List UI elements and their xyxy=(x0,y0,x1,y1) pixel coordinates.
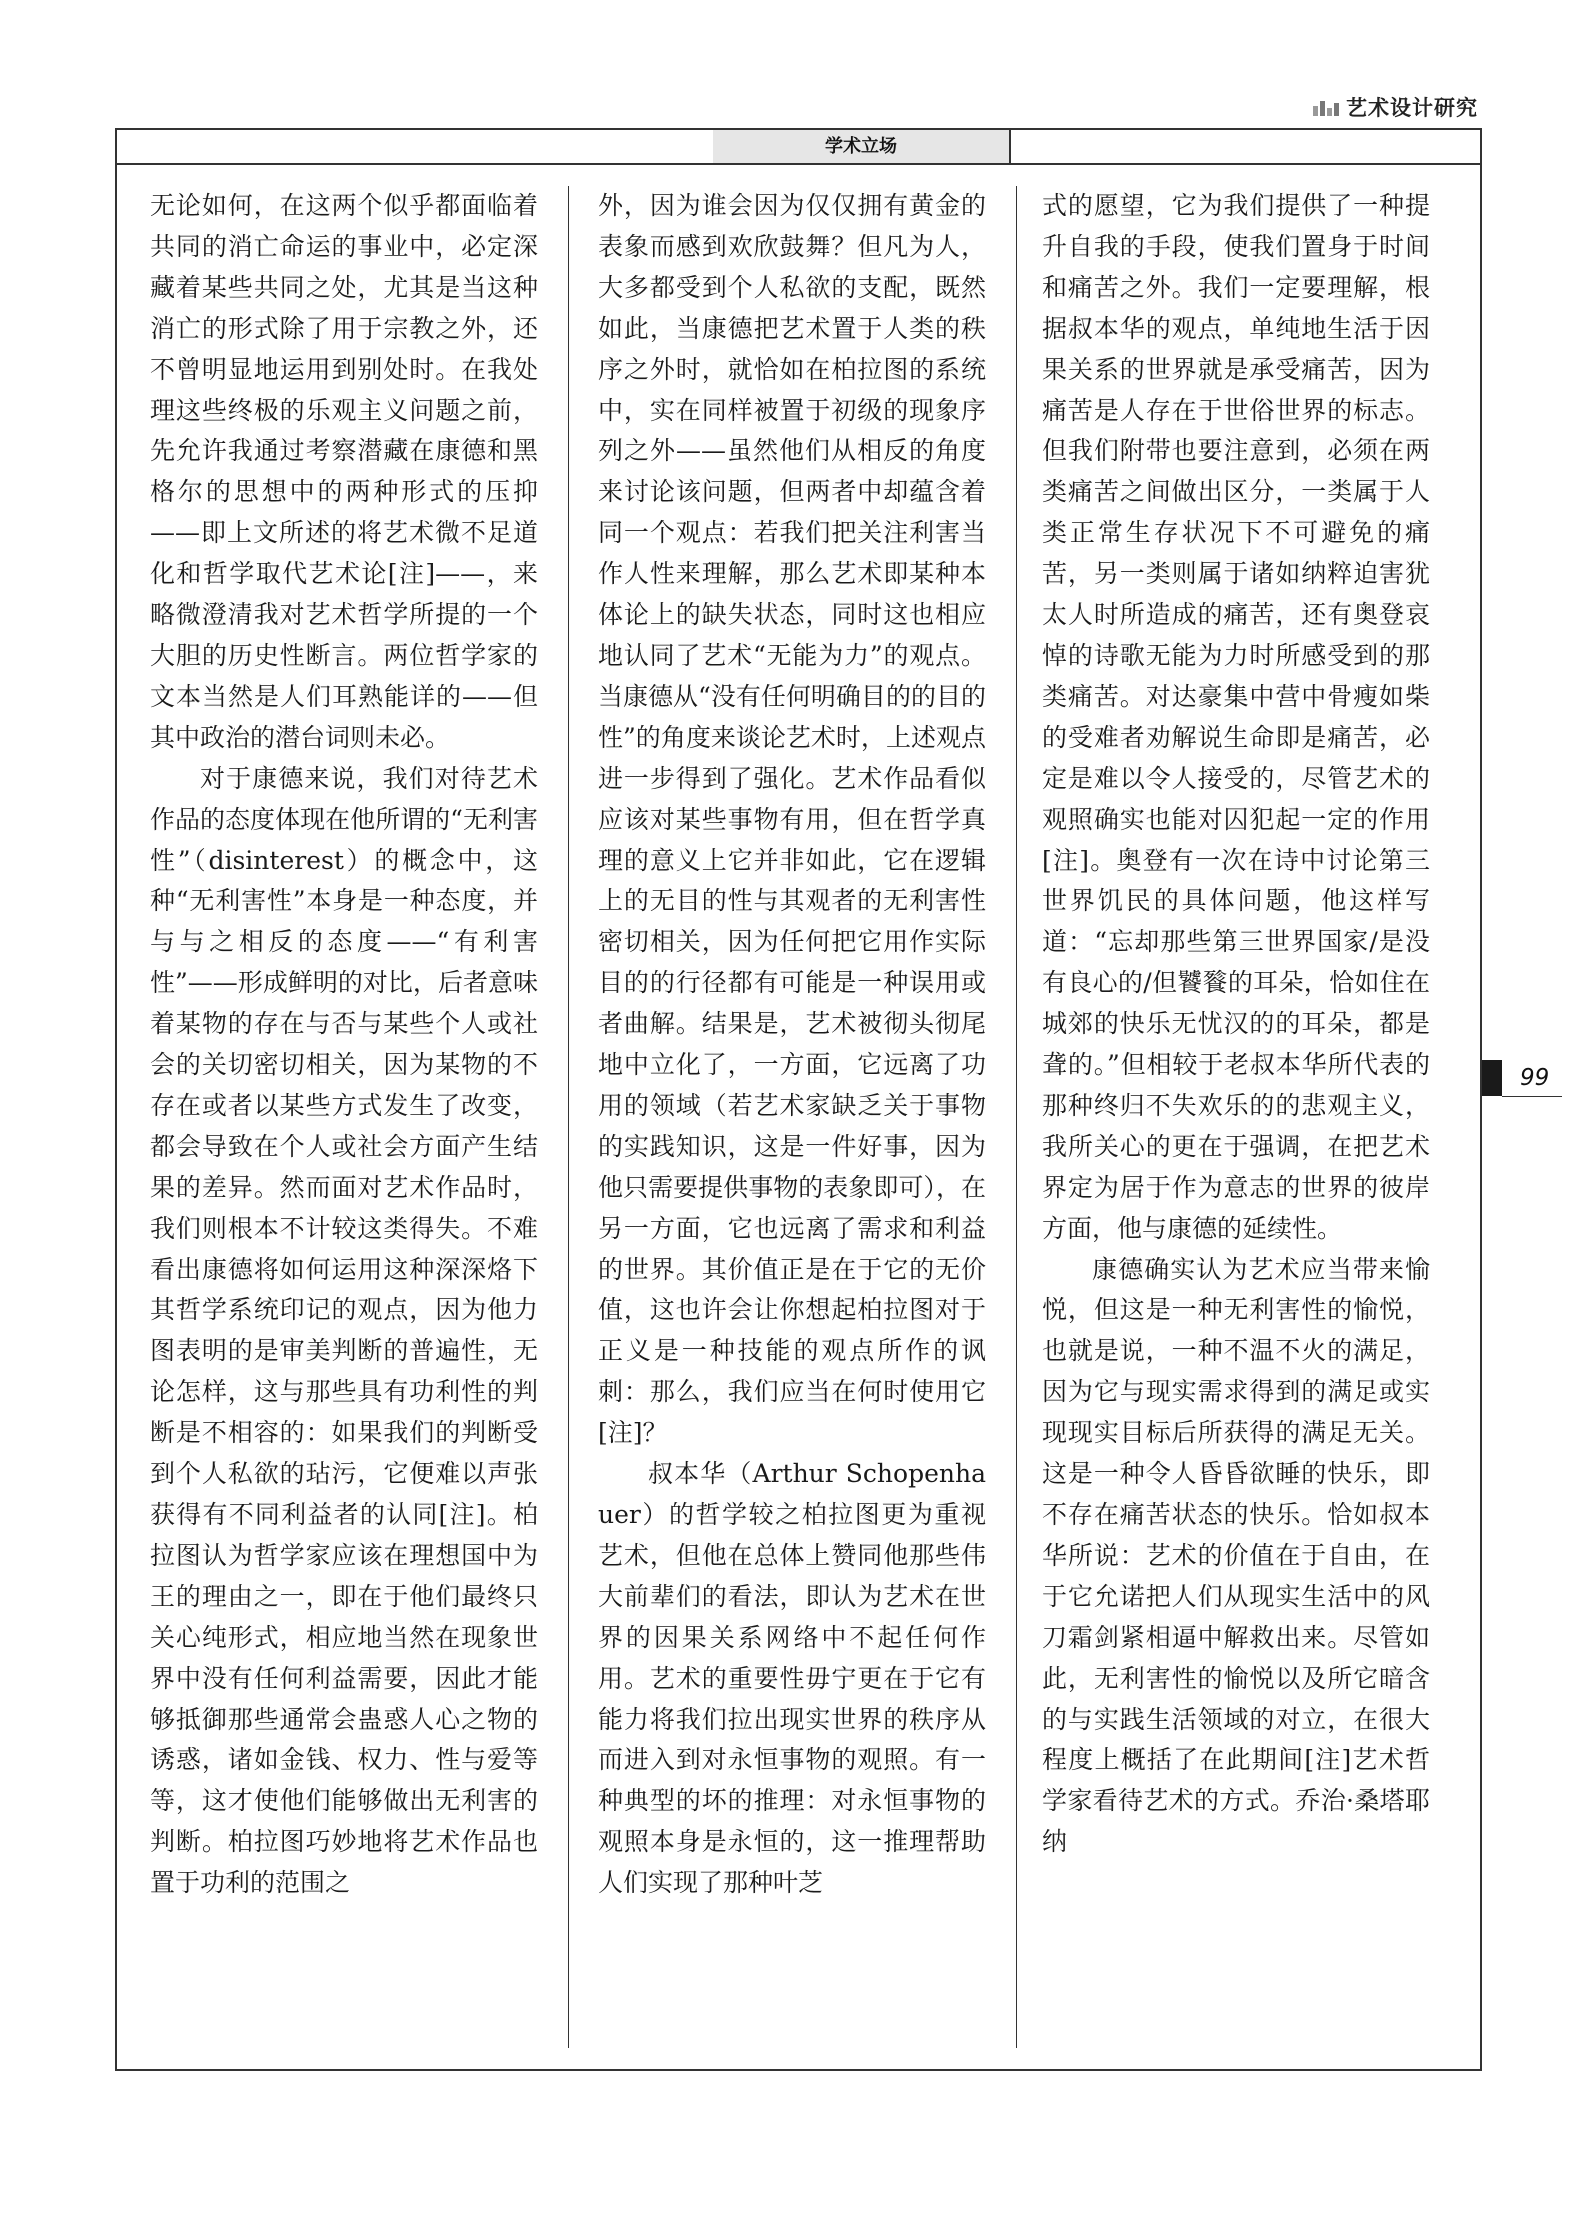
page-number-tab xyxy=(1482,1060,1502,1096)
journal-header xyxy=(1312,92,1478,122)
column-divider xyxy=(568,186,569,2048)
paragraph: 叔本华（Arthur Schopenhauer）的哲学较之柏拉图更为重视艺术，但他在总体上赞同他那些伟大前辈们的看法，即认为艺术在世界的因果关系网络中不起任何作用。艺术的重要性毋宁更在于它有能力将我们拉出现实世界的秩序从而进入到对永恒事物的观照。有一种典型的坏的推理：对永恒事物的观照本身是永恒的，这一推理帮助人们实现了那种叶芝 xyxy=(598,1459,986,1898)
section-tab xyxy=(713,130,1011,163)
section-tab-bar xyxy=(117,130,1480,165)
paragraph: 式的愿望，它为我们提供了一种提升自我的手段，使我们置身于时间和痛苦之外。我们一定要理解，根据叔本华的观点，单纯地生活于因果关系的世界就是承受痛苦，因为痛苦是人存在于世俗世界的标志。但我们附带也要注意到，必须在两类痛苦之间做出区分，一类属于人类正常生存状况下不可避免的痛苦，另一类则属于诸如纳粹迫害犹太人时所造成的痛苦，还有奥登哀悼的诗歌无能为力时所感受到的那类痛苦。对达豪集中营中骨瘦如柴的受难者劝解说生命即是痛苦，必定是难以令人接受的，尽管艺术的观照确实也能对囚犯起一定的作用[注]。奥登有一次在诗中讨论第三世界饥民的具体问题，他这样写道：“忘却那些第三世界国家/是没有良心的/但饕餮的耳朵，恰如住在城郊的快乐无忧汉的的耳朵，都是聋的。”但相较于老叔本华所代表的那种终归不失欢乐的的悲观主义，我所关心的更在于强调，在把艺术界定为居于作为意志的世界的彼岸方面，他与康德的延续性。 xyxy=(1042,191,1430,1243)
paragraph: 康德确实认为艺术应当带来愉悦，但这是一种无利害性的愉悦，也就是说，一种不温不火的满足，因为它与现实需求得到的满足或实现现实目标后所获得的满足无关。这是一种令人昏昏欲睡的快乐，即不存在痛苦状态的快乐。恰如叔本华所说：艺术的价值在于自由，在于它允诺把人们从现实生活中的风刀霜剑紧相逼中解救出来。尽管如此，无利害性的愉悦以及所它暗含的与实践生活领域的对立，在很大程度上概括了在此期间[注]艺术哲学家看待艺术的方式。乔治·桑塔耶纳 xyxy=(1042,1254,1430,1857)
text-column-2 xyxy=(598,186,986,1904)
paragraph: 外，因为谁会因为仅仅拥有黄金的表象而感到欢欣鼓舞？但凡为人，大多都受到个人私欲的支配，既然如此，当康德把艺术置于人类的秩序之外时，就恰如在柏拉图的系统中，实在同样被置于初级的现象序列之外——虽然他们从相反的角度来讨论该问题，但两者中却蕴含着同一个观点：若我们把关注利害当作人性来理解，那么艺术即某种本体论上的缺失状态，同时这也相应地认同了艺术“无能为力”的观点。当康德从“没有任何明确目的的目的性”的角度来谈论艺术时，上述观点进一步得到了强化。艺术作品看似应该对某些事物有用，但在哲学真理的意义上它并非如此，它在逻辑上的无目的性与其观者的无利害性密切相关，因为任何把它用作实际目的的行径都有可能是一种误用或者曲解。结果是，艺术被彻头彻尾地中立化了，一方面，它远离了功用的领域（若艺术家缺乏关于事物的实践知识，这是一件好事，因为他只需要提供事物的表象即可），在另一方面，它也远离了需求和利益的世界。其价值正是在于它的无价值，这也许会让你想起柏拉图对于正义是一种技能的观点所作的讽刺：那么，我们应当在何时使用它[注]？ xyxy=(598,191,986,1448)
column-divider xyxy=(1016,186,1017,2048)
journal-logo-icon xyxy=(1312,96,1340,118)
paragraph: 无论如何，在这两个似乎都面临着共同的消亡命运的事业中，必定深藏着某些共同之处，尤其是当这种消亡的形式除了用于宗教之外，还不曾明显地运用到别处时。在我处理这些终极的乐观主义问题之前，先允许我通过考察潜藏在康德和黑格尔的思想中的两种形式的压抑——即上文所述的将艺术微不足道化和哲学取代艺术论[注]——，来略微澄清我对艺术哲学所提的一个大胆的历史性断言。两位哲学家的文本当然是人们耳熟能详的——但其中政治的潜台词则未必。 xyxy=(150,191,538,752)
section-label: 学术立场 xyxy=(825,136,897,157)
paragraph: 对于康德来说，我们对待艺术作品的态度体现在他所谓的“无利害性”（disinterest）的概念中，这种“无利害性”本身是一种态度，并与与之相反的态度——“有利害性”——形成鲜明的对比，后者意味着某物的存在与否与某些个人或社会的关切密切相关，因为某物的不存在或者以某些方式发生了改变，都会导致在个人或社会方面产生结果的差异。然而面对艺术作品时，我们则根本不计较这类得失。不难看出康德将如何运用这种深深烙下其哲学系统印记的观点，因为他力图表明的是审美判断的普遍性，无论怎样，这与那些具有功利性的判断是不相容的：如果我们的判断受到个人私欲的玷污，它便难以声张获得有不同利益者的认同[注]。柏拉图认为哲学家应该在理想国中为王的理由之一，即在于他们最终只关心纯形式，相应地当然在现象世界中没有任何利益需要，因此才能够抵御那些通常会蛊惑人心之物的诱惑，诸如金钱、权力、性与爱等等，这才使他们能够做出无利害的判断。柏拉图巧妙地将艺术作品也置于功利的范围之 xyxy=(150,763,538,1898)
text-column-3 xyxy=(1042,186,1430,1863)
page-number-rule xyxy=(1502,1096,1562,1097)
journal-title: 艺术设计研究 xyxy=(1346,96,1478,120)
page-number: 99 xyxy=(1520,1065,1550,1091)
text-column-1 xyxy=(150,186,538,1904)
